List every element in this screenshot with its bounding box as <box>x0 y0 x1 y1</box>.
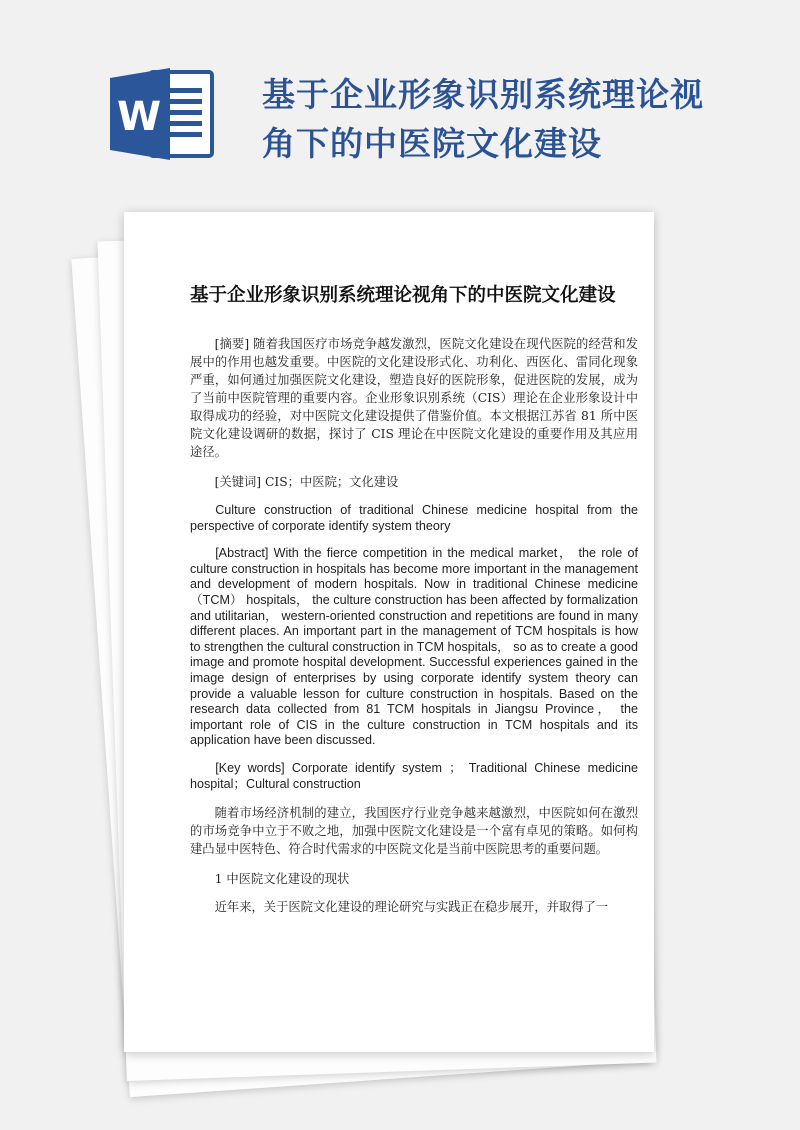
banner-title: 基于企业形象识别系统理论视角下的中医院文化建设 <box>262 75 704 163</box>
abstract-en: [Abstract] With the fierce competition in the medical market， the role of culture construction in hospitals has become more important in the management and development of modern hospitals. Now in traditional Chinese medicine （TCM） hospitals， the culture construction has been affected by formalization and utilitarian， western-oriented construction and repetitions are found in many different places. An important part in the management of TCM hospitals is how to strengthen the cultural construction in TCM hospitals， so as to create a good image and promote hospital development. Successful experiences gained in the image design of enterprises by using corporate identify system theory can provide a valuable lesson for culture construction in hospitals. Based on the research data collected from 81 TCM hospitals in Jiangsu Province， the important role of CIS in the culture construction in TCM hospitals and its application have been discussed. <box>190 546 638 748</box>
document-title: 基于企业形象识别系统理论视角下的中医院文化建设 <box>190 285 616 306</box>
svg-text:W: W <box>117 94 162 140</box>
word-document-icon <box>110 68 214 160</box>
section-paragraph: 近年来，关于医院文化建设的理论研究与实践正在稳步展开，并取得了一 <box>214 900 609 915</box>
section-heading: 1 中医院文化建设的现状 <box>214 872 350 887</box>
document-page <box>124 212 654 1052</box>
title-en: Culture construction of traditional Chinese medicine hospital from the perspective of corporate identify system theory <box>190 503 638 533</box>
keywords-zh: [关键词] CIS；中医院；文化建设 <box>214 475 399 489</box>
document-content <box>190 282 638 928</box>
keywords-en: [Key words] Corporate identify system ； Traditional Chinese medicine hospital；Cultural construction <box>190 760 638 791</box>
intro-paragraph: 随着市场经济机制的建立，我国医疗行业竞争越来越激烈，中医院如何在激烈的市场竞争中立于不败之地，加强中医院文化建设是一个富有卓见的策略。如何构建凸显中医特色、符合时代需求的中医院文化是当前中医院思考的重要问题。 <box>190 806 638 857</box>
abstract-zh: [摘要] 随着我国医疗市场竞争越发激烈，医院文化建设在现代医院的经营和发展中的作用也越发重要。中医院的文化建设形式化、功利化、西医化、雷同化现象严重，如何通过加强医院文化建设，塑造良好的医院形象，促进医院的发展，成为了当前中医院管理的重要内容。企业形象识别系统（CIS）理论在企业形象设计中取得成功的经验，对中医院文化建设提供了借鉴价值。本文根据江苏省 81 所中医院文化建设调研的数据，探讨了 CIS 理论在中医院文化建设的重要作用及其应用途径。 <box>190 337 638 459</box>
